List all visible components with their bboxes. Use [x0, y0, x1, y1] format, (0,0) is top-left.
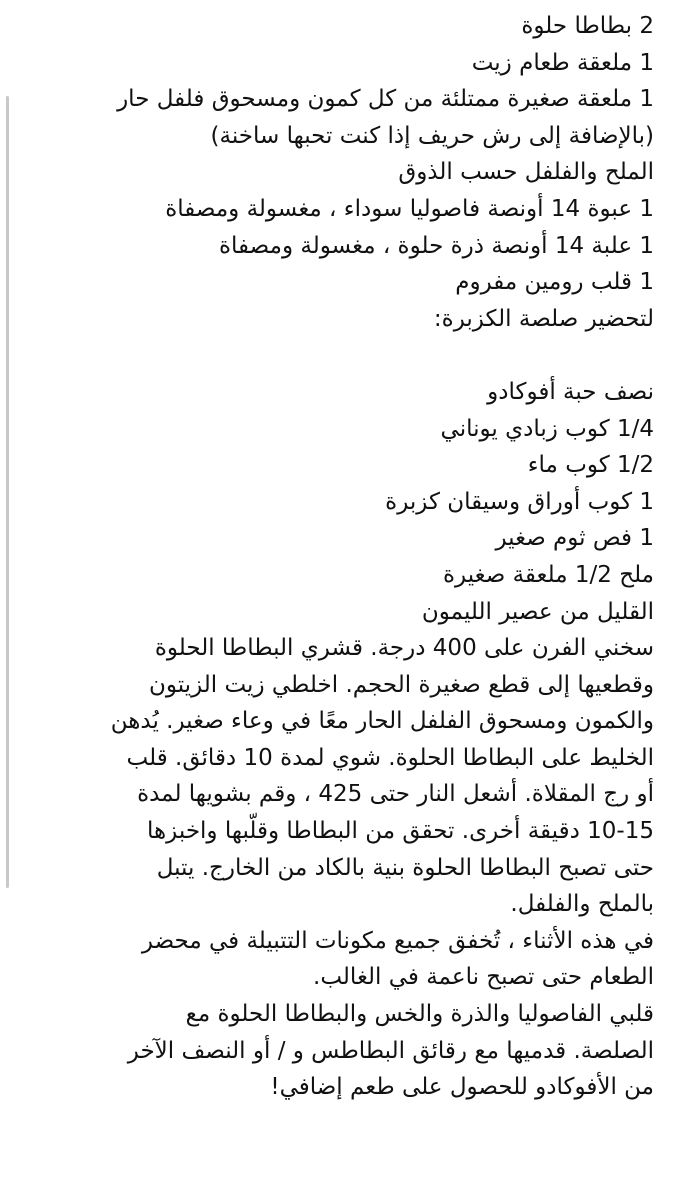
- sauce-ingredient-line: نصف حبة أفوكادو: [487, 378, 654, 405]
- step-line: وقطعيها إلى قطع صغيرة الحجم. اخلطي زيت الزيتون: [148, 671, 654, 698]
- step-line: حتى تصبح البطاطا الحلوة بنية بالكاد من الخارج. يتبل: [156, 854, 654, 881]
- sauce-ingredient-line: 1/4 كوب زبادي يوناني: [440, 415, 654, 442]
- step-line: سخني الفرن على 400 درجة. قشري البطاطا الحلوة: [154, 635, 654, 662]
- instruction-step-1: [70, 630, 654, 923]
- step-line: بالملح والفلفل.: [510, 891, 654, 918]
- recipe-note: [70, 8, 654, 1106]
- ingredient-line: 1 ملعقة صغيرة ممتلئة من كل كمون ومسحوق فلفل حار: [117, 86, 654, 113]
- sauce-ingredient-line: ملح 1/2 ملعقة صغيرة: [442, 561, 654, 588]
- step-line: والكمون ومسحوق الفلفل الحار معًا في وعاء صغير. يُدهن: [110, 708, 654, 735]
- step-line: من الأفوكادو للحصول على طعم إضافي!: [270, 1074, 654, 1101]
- step-line: الطعام حتى تصبح ناعمة في الغالب.: [313, 964, 654, 991]
- blank-line: [70, 337, 654, 374]
- sauce-ingredient-line: 1 فص ثوم صغير: [495, 525, 654, 552]
- ingredient-line: 2 بطاطا حلوة: [521, 13, 654, 39]
- ingredient-line: (بالإضافة إلى رش حريف إذا كنت تحبها ساخنة): [210, 122, 654, 149]
- scroll-indicator[interactable]: [6, 96, 9, 888]
- sauce-ingredient-line: 1/2 كوب ماء: [527, 452, 654, 479]
- sauce-heading: لتحضير صلصة الكزبرة:: [433, 305, 654, 332]
- ingredient-line: 1 عبوة 14 أونصة فاصوليا سوداء ، مغسولة ومصفاة: [165, 195, 654, 222]
- ingredient-line: 1 ملعقة طعام زيت: [471, 49, 654, 76]
- step-line: الصلصة. قدميها مع رقائق البطاطس و / أو النصف الآخر: [127, 1037, 654, 1064]
- step-line: قلبي الفاصوليا والذرة والخس والبطاطا الحلوة مع: [185, 1001, 654, 1028]
- instruction-step-2: [70, 923, 654, 996]
- sauce-ingredient-line: القليل من عصير الليمون: [421, 598, 654, 625]
- instruction-step-3: [70, 996, 654, 1106]
- step-line: في هذه الأثناء ، تُخفق جميع مكونات التتبيلة في محضر: [141, 927, 654, 954]
- ingredient-line: 1 قلب رومين مفروم: [455, 269, 654, 296]
- step-line: أو رج المقلاة. أشعل النار حتى 425 ، وقم بشويها لمدة: [137, 781, 654, 808]
- ingredient-line: 1 علبة 14 أونصة ذرة حلوة ، مغسولة ومصفاة: [218, 232, 654, 259]
- sauce-ingredient-line: 1 كوب أوراق وسيقان كزبرة: [385, 488, 654, 515]
- ingredient-line: الملح والفلفل حسب الذوق: [398, 159, 654, 186]
- step-line: 10-15 دقيقة أخرى. تحقق من البطاطا وقلّبها واخبزها: [147, 818, 654, 845]
- step-line: الخليط على البطاطا الحلوة. شوي لمدة 10 دقائق. قلب: [126, 744, 654, 771]
